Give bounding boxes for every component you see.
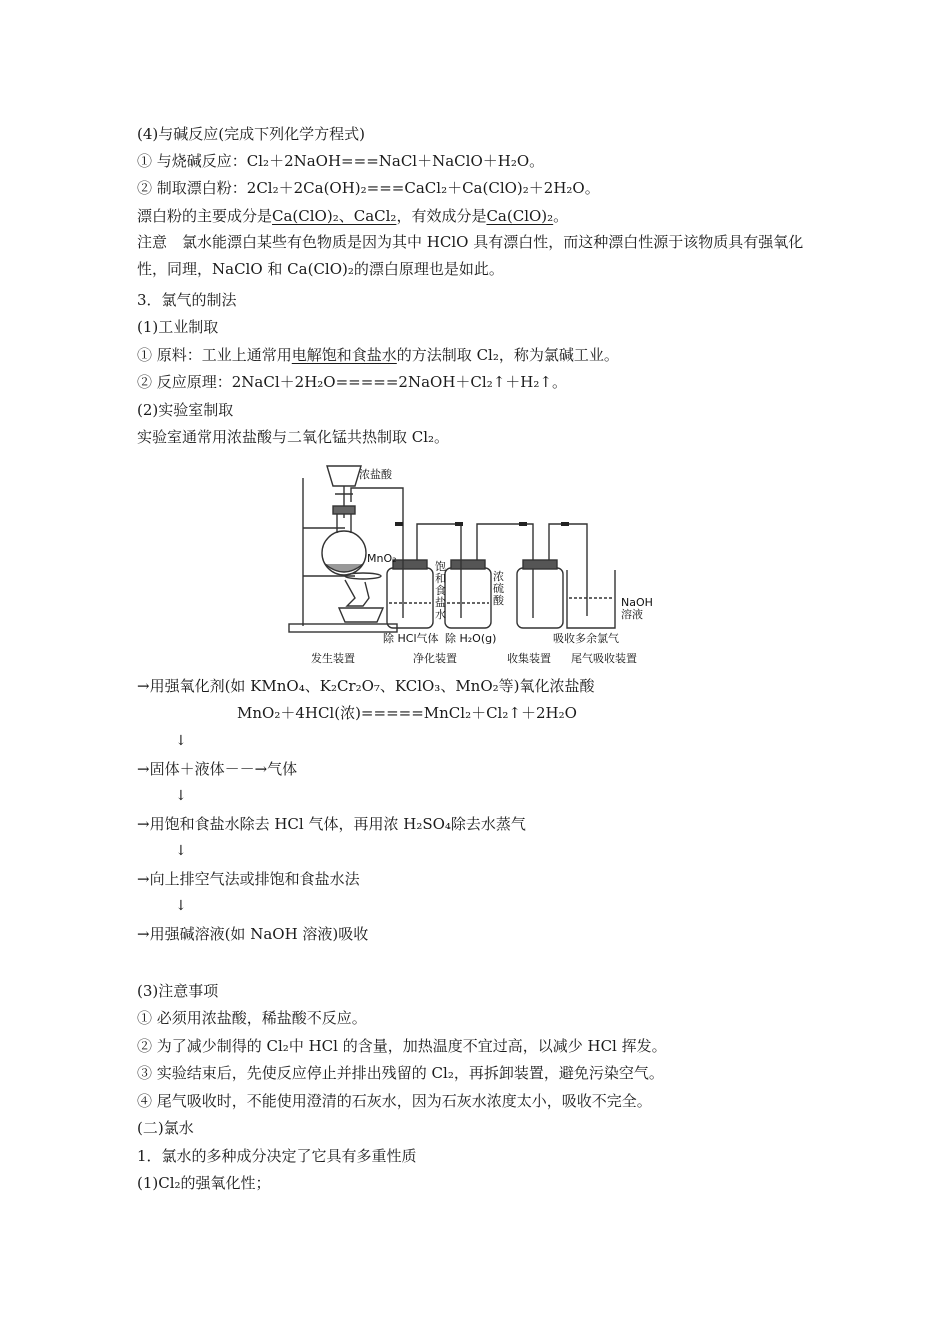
arrow-right-icon: → (137, 760, 150, 778)
label-conc-hcl: 浓盐酸 (359, 468, 392, 481)
tube-clamp-1 (395, 522, 403, 526)
connecting-tube-2 (477, 524, 533, 618)
label-brine-4: 盐 (435, 596, 446, 609)
chlorine-water-point-1: 1．氯水的多种成分决定了它具有多重性质 (137, 1147, 417, 1165)
industrial-material-suffix: 的方法制取 Cl₂，称为氯碱工业。 (396, 346, 619, 364)
beaker-naoh (567, 570, 615, 628)
section-4-title: (4)与碱反应(完成下列化学方程式) (137, 125, 365, 143)
caption-remove-hcl: 除 HCl气体 (383, 632, 439, 645)
bottle-brine (387, 568, 433, 628)
stage-collection: 收集装置 (507, 652, 551, 665)
industrial-material-prefix: ① 原料：工业上通常用 (137, 346, 292, 364)
caption-remove-h2o: 除 H₂O(g) (445, 632, 497, 645)
label-brine-5: 水 (435, 608, 446, 621)
label-h2so4-3: 酸 (493, 594, 504, 607)
bleach-suffix: 。 (553, 207, 569, 225)
lab-intro: 实验室通常用浓盐酸与二氧化锰共热制取 Cl₂。 (137, 428, 450, 446)
flow-step-2-text: 固体＋液体－－→气体 (149, 760, 298, 778)
note-item: ① 必须用浓盐酸，稀盐酸不反应。 (137, 1009, 367, 1027)
bleach-components-underlined: Ca(ClO)₂、CaCl₂ (272, 207, 397, 225)
label-naoh-2: 溶液 (621, 608, 643, 621)
bleach-prefix: 漂白粉的主要成分是 (137, 207, 273, 225)
tube-clamp-2 (455, 522, 463, 526)
industrial-principle: ② 反应原理：2NaCl＋2H₂O=====2NaOH＋Cl₂↑＋H₂↑。 (137, 373, 567, 391)
separatory-funnel (327, 466, 361, 486)
industrial-title: (1)工业制取 (137, 318, 219, 336)
flow-step-4 (137, 869, 360, 889)
tube-clamp-3 (519, 522, 527, 526)
flow-step-1-text: 用强氧化剂(如 KMnO₄、K₂Cr₂O₇、KClO₃、MnO₂等)氧化浓盐酸 (149, 677, 595, 695)
arrow-right-icon: → (137, 870, 150, 888)
flow-step-1 (137, 676, 595, 696)
lab-title: (2)实验室制取 (137, 401, 234, 419)
tube-clamp-4 (561, 522, 569, 526)
connecting-tube-3 (549, 524, 587, 616)
bottle-sulfuric-acid (445, 568, 491, 628)
flask-stopper (333, 506, 355, 514)
bottle-sulfuric-stopper (451, 560, 485, 569)
flow-step-3-text: 用饱和食盐水除去 HCl 气体，再用浓 H₂SO₄除去水蒸气 (149, 815, 526, 833)
apparatus-figure (285, 458, 675, 668)
arrow-down-icon: ↓ (175, 843, 187, 859)
caption-absorb: 吸收多余氯气 (553, 632, 619, 645)
chlorine-water-point-1a: (1)Cl₂的强氧化性； (137, 1174, 271, 1192)
chlorine-water-title: (二)氯水 (137, 1119, 194, 1137)
bleach-mid: ，有效成分是 (396, 207, 487, 225)
label-brine-3: 食 (435, 584, 446, 597)
arrow-right-icon: → (137, 925, 150, 943)
arrow-down-icon: ↓ (175, 898, 187, 914)
stage-generation: 发生装置 (311, 652, 355, 665)
notes-title: (3)注意事项 (137, 982, 219, 1000)
attention-note: 注意 氯水能漂白某些有色物质是因为其中 HClO 具有漂白性，而这种漂白性源于该物质具有强氧化性，同理，NaClO 和 Ca(ClO)₂的漂白原理也是如此。 (137, 233, 804, 278)
alcohol-lamp (339, 608, 383, 622)
reaction-bleach-equation: 2Cl₂＋2Ca(OH)₂===CaCl₂＋Ca(ClO)₂＋2H₂O。 (246, 179, 600, 197)
flow-step-5 (137, 924, 368, 944)
label-h2so4-1: 浓 (493, 570, 504, 583)
reaction-bleach (137, 178, 600, 198)
arrow-down-icon: ↓ (175, 733, 187, 749)
label-brine-1: 饱 (435, 560, 446, 573)
flow-equation: MnO₂＋4HCl(浓)=====MnCl₂＋Cl₂↑＋2H₂O (237, 704, 577, 722)
label-brine-2: 和 (435, 572, 446, 585)
note-item: ④ 尾气吸收时，不能使用澄清的石灰水，因为石灰水浓度太小，吸收不完全。 (137, 1092, 652, 1110)
bottle-collection-stopper (523, 560, 557, 569)
reaction-naoh-equation: Cl₂＋2NaOH===NaCl＋NaClO＋H₂O。 (246, 152, 545, 170)
bleach-active-underlined: Ca(ClO)₂ (486, 207, 554, 225)
note-item: ② 为了减少制得的 Cl₂中 HCl 的含量，加热温度不宜过高，以减少 HCl 挥发。 (137, 1037, 667, 1055)
stand-base (289, 624, 397, 632)
industrial-material (137, 345, 619, 365)
flow-step-2 (137, 759, 297, 779)
label-h2so4-2: 硫 (493, 582, 504, 595)
flow-step-4-text: 向上排空气法或排饱和食盐水法 (149, 870, 360, 888)
arrow-down-icon: ↓ (175, 788, 187, 804)
reaction-naoh-prefix: ① 与烧碱反应： (137, 152, 247, 170)
bottle-collection (517, 568, 563, 628)
arrow-right-icon: → (137, 815, 150, 833)
arrow-right-icon: → (137, 677, 150, 695)
flow-step-5-text: 用强碱溶液(如 NaOH 溶液)吸收 (149, 925, 369, 943)
reaction-naoh (137, 151, 544, 171)
stage-tail-gas: 尾气吸收装置 (571, 652, 637, 665)
flow-step-3 (137, 814, 526, 834)
label-mno2: MnO₂ (367, 552, 397, 565)
industrial-material-underlined: 电解饱和食盐水 (291, 346, 397, 364)
reaction-bleach-prefix: ② 制取漂白粉： (137, 179, 247, 197)
stage-purification: 净化装置 (413, 652, 457, 665)
bottle-brine-stopper (393, 560, 427, 569)
note-item: ③ 实验结束后，先使反应停止并排出残留的 Cl₂，再拆卸装置，避免污染空气。 (137, 1064, 664, 1082)
section-3-title: 3．氯气的制法 (137, 291, 237, 309)
label-naoh-1: NaOH (621, 596, 653, 609)
connecting-tube-1 (417, 524, 461, 560)
bleach-components (137, 206, 568, 226)
burner-flame (345, 580, 369, 606)
